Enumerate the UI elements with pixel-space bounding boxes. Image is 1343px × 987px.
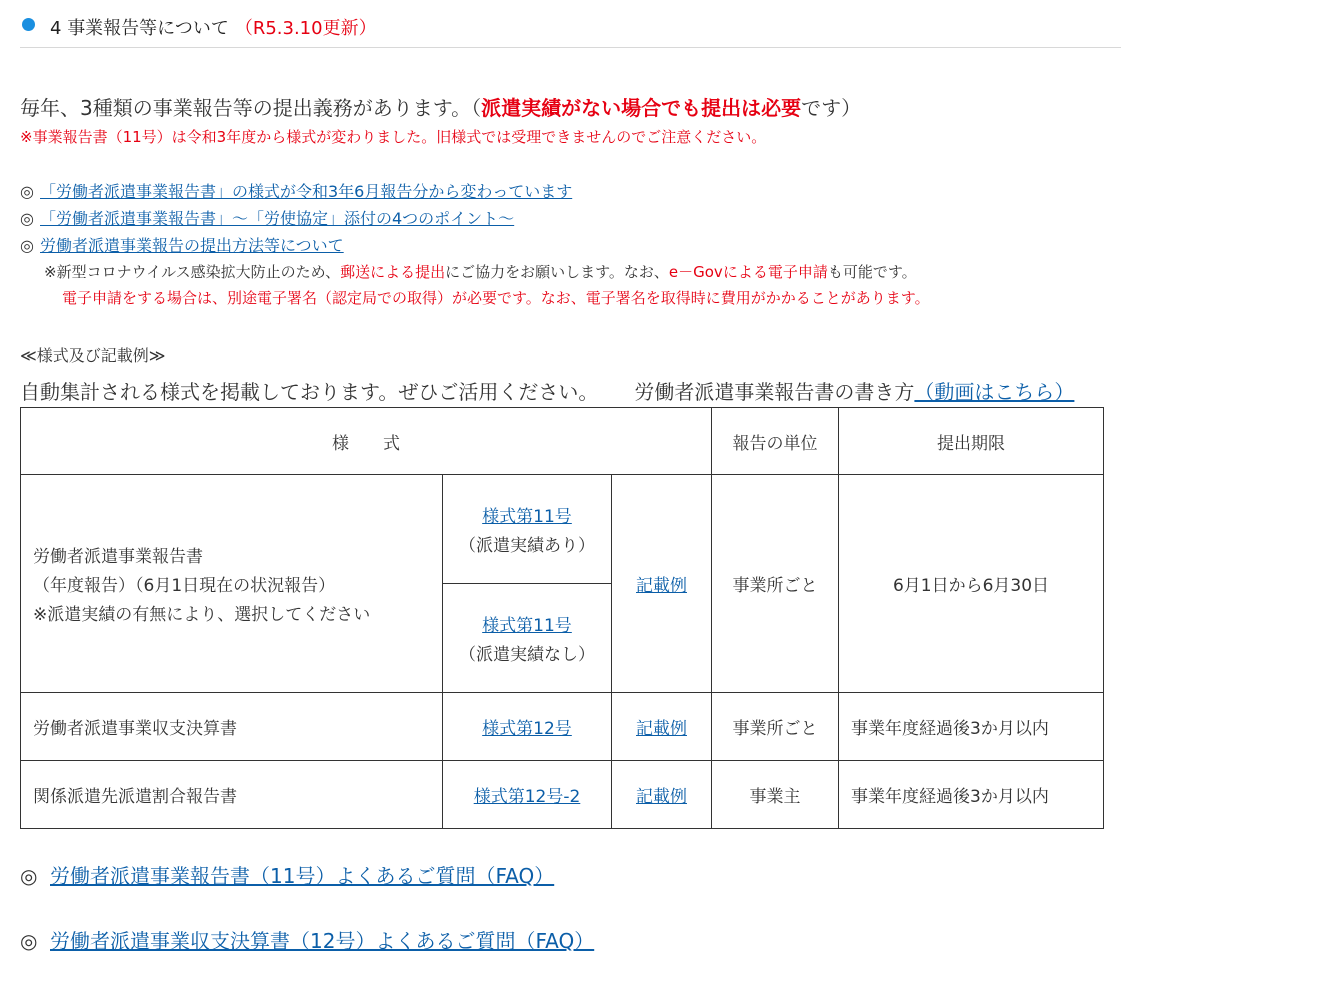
section-number: 4 <box>50 18 62 39</box>
row3-unit: 事業主 <box>712 761 839 829</box>
auto-aggregate-text: 自動集計される様式を掲載しております。ぜひご活用ください。 <box>20 380 599 404</box>
row2-name: 労働者派遣事業収支決算書 <box>21 693 443 761</box>
section-header <box>20 12 1121 48</box>
row1-deadline: 6月1日から6月30日 <box>839 475 1104 693</box>
section-title <box>50 14 377 40</box>
row3-example-cell <box>612 761 712 829</box>
faq-11-link[interactable]: 労働者派遣事業報告書（11号）よくあるご質問（FAQ） <box>50 864 555 888</box>
link-format-change[interactable]: 「労働者派遣事業報告書」の様式が令和3年6月報告分から変わっています <box>40 182 573 201</box>
e-signature-note: 電子申請をする場合は、別途電子署名（認定局での取得）が必要です。なお、電子署名を取得時に費用がかかることがあります。 <box>62 289 930 307</box>
covid-note <box>44 261 917 282</box>
link-line-format-change <box>20 179 572 202</box>
header-form: 様 式 <box>21 408 712 475</box>
form-12-2-link[interactable]: 様式第12号-2 <box>473 787 581 807</box>
header-unit: 報告の単位 <box>712 408 839 475</box>
row1-example-cell <box>612 475 712 693</box>
form-11-with-results-note: （派遣実績あり） <box>459 536 595 556</box>
section-title-text: 事業報告等について <box>67 18 229 39</box>
covid-note-part5: も可能です。 <box>827 263 917 281</box>
faq-line-12 <box>20 925 594 954</box>
double-circle-icon: ◎ <box>20 209 34 228</box>
section-update-date: （R5.3.10更新） <box>234 18 377 39</box>
row1-name-line: （年度報告）（6月1日現在の状況報告） <box>33 576 336 596</box>
row1-form-a-cell <box>443 475 612 584</box>
video-link[interactable]: （動画はこちら） <box>914 380 1075 404</box>
covid-note-part1: ※新型コロナウイルス感染拡大防止のため、 <box>44 263 341 281</box>
row2-unit: 事業所ごと <box>712 693 839 761</box>
double-circle-icon: ◎ <box>20 236 34 255</box>
form-11-without-results-note: （派遣実績なし） <box>459 645 595 665</box>
header-deadline: 提出期限 <box>839 408 1104 475</box>
lead-before: 毎年、3種類の事業報告等の提出義務があります。（ <box>20 96 482 120</box>
format-change-note: ※事業報告書（11号）は令和3年度から様式が変わりました。旧様式では受理できませんのでご注意ください。 <box>20 128 767 146</box>
row1-name-line: ※派遣実績の有無により、選択してください <box>33 605 371 625</box>
row2-deadline: 事業年度経過後3か月以内 <box>839 693 1104 761</box>
row1-name-cell <box>21 475 443 693</box>
table-row <box>21 475 1104 584</box>
faq-line-11 <box>20 860 554 889</box>
double-circle-icon: ◎ <box>20 182 34 201</box>
double-circle-icon: ◎ <box>20 929 38 953</box>
form-11-with-results-link[interactable]: 様式第11号 <box>482 507 572 527</box>
row1-unit: 事業所ごと <box>712 475 839 693</box>
row1-name-line: 労働者派遣事業報告書 <box>33 547 203 567</box>
row3-name: 関係派遣先派遣割合報告書 <box>21 761 443 829</box>
link-line-four-points <box>20 206 514 229</box>
samples-heading: ≪様式及び記載例≫ <box>20 346 166 365</box>
covid-note-part3: にご協力をお願いします。なお、 <box>445 263 669 281</box>
covid-note-egov: e－Govによる電子申請 <box>668 263 828 281</box>
bullet-dot-icon <box>22 18 35 31</box>
row1-example-link[interactable]: 記載例 <box>636 576 687 596</box>
row3-deadline: 事業年度経過後3か月以内 <box>839 761 1104 829</box>
row2-example-link[interactable]: 記載例 <box>636 719 687 739</box>
forms-table <box>20 407 1104 829</box>
covid-note-mail: 郵送による提出 <box>340 263 446 281</box>
form-11-without-results-link[interactable]: 様式第11号 <box>482 616 572 636</box>
howto-text: 労働者派遣事業報告書の書き方 <box>634 380 915 404</box>
form-12-link[interactable]: 様式第12号 <box>482 719 572 739</box>
link-submission-method[interactable]: 労働者派遣事業報告の提出方法等について <box>40 236 344 255</box>
table-row <box>21 761 1104 829</box>
row3-example-link[interactable]: 記載例 <box>636 787 687 807</box>
link-four-points[interactable]: 「労働者派遣事業報告書」～「労使協定」添付の4つのポイント～ <box>40 209 515 228</box>
table-row <box>21 693 1104 761</box>
table-header-row <box>21 408 1104 475</box>
row2-form-cell <box>443 693 612 761</box>
lead-after: です） <box>801 96 862 120</box>
row1-form-b-cell <box>443 584 612 693</box>
link-line-submission-method <box>20 233 344 256</box>
row3-form-cell <box>443 761 612 829</box>
faq-12-link[interactable]: 労働者派遣事業収支決算書（12号）よくあるご質問（FAQ） <box>50 929 595 953</box>
auto-aggregate-line <box>20 376 1074 405</box>
lead-emphasis: 派遣実績がない場合でも提出は必要 <box>481 96 802 120</box>
lead-text <box>20 92 861 121</box>
double-circle-icon: ◎ <box>20 864 38 888</box>
row2-example-cell <box>612 693 712 761</box>
